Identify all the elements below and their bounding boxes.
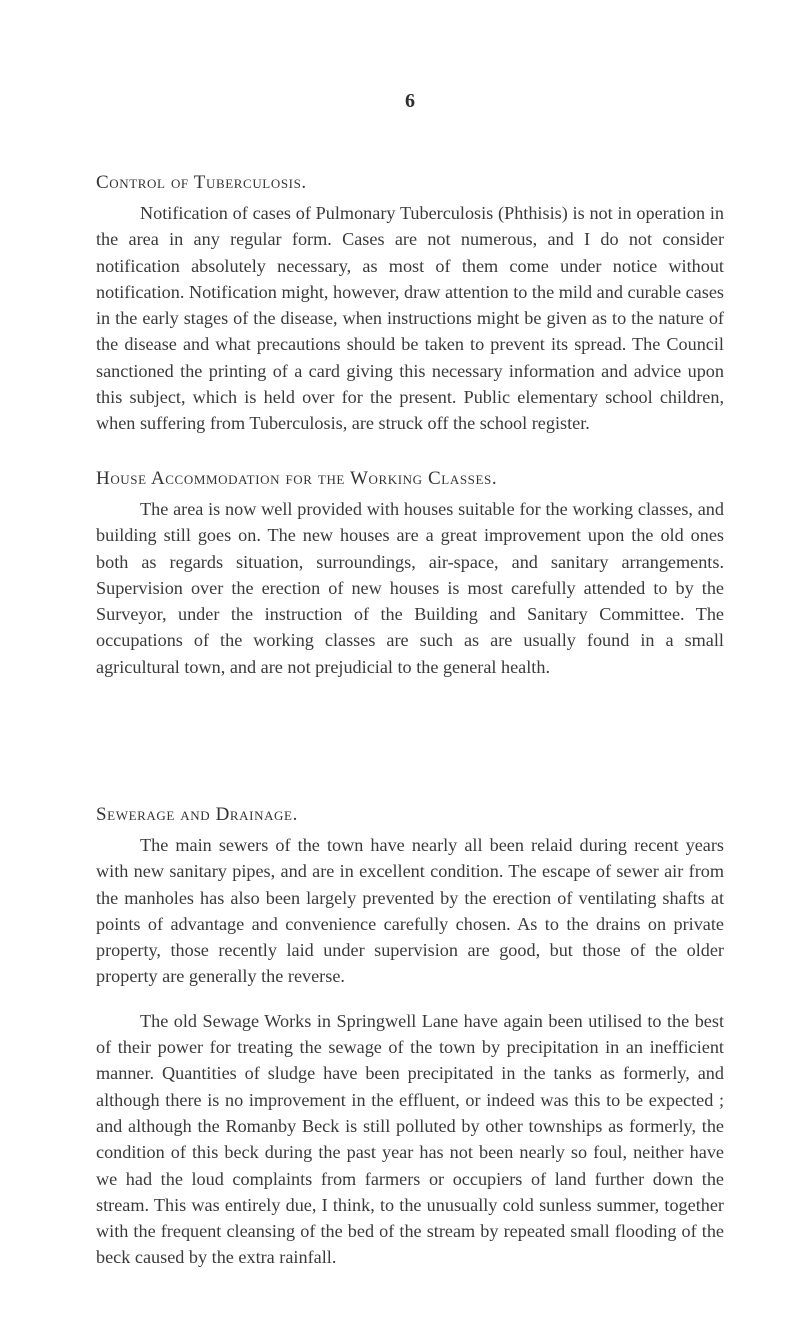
section-control-of-tuberculosis — [96, 170, 724, 437]
section-heading: Control of Tuberculosis. — [96, 172, 307, 193]
paragraph: The old Sewage Works in Springwell Lane have again been utilised to the best of their power for treating the sewage of the town by precipitation in an inefficient manner. Quantities of sludge have been precipitated in the tanks as formerly, and although there is no improvement in the effluent, or indeed was this to be expected ; and although the Romanby Beck is still polluted by other townships as formerly, the condition of this beck during the past year has not been nearly so foul, neither have we had the loud complaints from farmers or occupiers of land further down the stream. This was entirely due, I think, to the unusually cold sunless summer, together with the frequent cleansing of the bed of the stream by repeated small flooding of the beck caused by the extra rainfall. — [96, 1010, 724, 1268]
section-house-accommodation — [96, 466, 724, 680]
paragraph: Notification of cases of Pulmonary Tuberculosis (Phthisis) is not in operation in the area in any regular form. Cases are not numerous, and I do not consider notification absolutely necessary, as most of them come under notice without notification. Notification might, however, draw attention to the mild and curable cases in the early stages of the disease, when instructions might be given as to the nature of the disease and what precautions should be taken to prevent its spread. The Council sanctioned the printing of a card giving this necessary information and advice upon this subject, which is held over for the present. Public elementary school children, when suffering from Tuberculosis, are struck off the school register. — [96, 203, 724, 434]
page-number: 6 — [405, 90, 415, 112]
paragraph: The area is now well provided with houses suitable for the working classes, and building still goes on. The new houses are a great improvement upon the old ones both as regards situation, surroundings, air-space, and sanitary arrangements. Supervision over the erection of new houses is most carefully attended to by the Surveyor, under the instruction of the Building and Sanitary Committee. The occupations of the working classes are such as are usually found in a small agricultural town, and are not prejudicial to the general health. — [96, 499, 724, 677]
paragraph: The main sewers of the town have nearly all been relaid during recent years with new sanitary pipes, and are in excellent condition. The escape of sewer air from the manholes has also been largely prevented by the erection of ventilating shafts at points of advantage and convenience carefully chosen. As to the drains on private property, those recently laid under supervision are good, but those of the older property are generally the reverse. — [96, 835, 724, 987]
section-sewerage-and-drainage — [96, 802, 724, 1271]
section-heading: House Accommodation for the Working Classes. — [96, 468, 498, 489]
section-heading: Sewerage and Drainage. — [96, 804, 298, 825]
